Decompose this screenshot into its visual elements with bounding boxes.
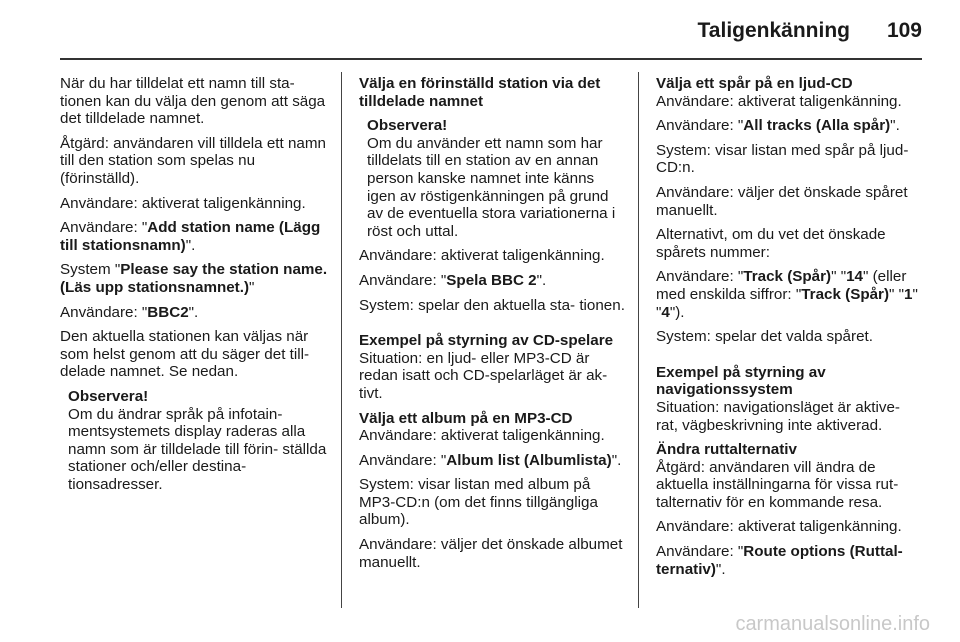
paragraph: System: visar listan med album på MP3-CD:n (om det finns tillgängliga album). bbox=[359, 476, 598, 529]
note-title: Observera! bbox=[68, 387, 149, 405]
column-3 bbox=[656, 75, 922, 585]
header-rule bbox=[60, 58, 922, 60]
paragraph: Användare: "BBC2". bbox=[60, 303, 199, 321]
column-divider bbox=[341, 72, 342, 608]
paragraph: Användare: "Add station name (Lägg till stationsnamn)". bbox=[60, 219, 321, 254]
paragraph: System: spelar det valda spåret. bbox=[656, 328, 873, 346]
paragraph: Användare: aktiverat taligenkänning. bbox=[656, 92, 902, 110]
column-divider bbox=[638, 72, 639, 608]
section-heading: Exempel på styrning av CD-spelare bbox=[359, 332, 614, 350]
paragraph: Användare: "Album list (Albumlista)". bbox=[359, 451, 622, 469]
note-text: Om du använder ett namn som har tilldelats till en station av en annan person kanske namnet inte känns igen av röstigenkänningen på grund av de eventuella stora variationerna i röst och uttal. bbox=[367, 134, 616, 240]
paragraph: Situation: navigationsläget är aktive- rat, vägbeskrivning inte aktiverad. bbox=[656, 398, 900, 434]
paragraph: Situation: en ljud- eller MP3-CD är redan isatt och CD-spelarläget är ak- tivt. bbox=[359, 349, 608, 402]
paragraph: System: spelar den aktuella sta- tionen. bbox=[359, 296, 625, 314]
page-header bbox=[0, 0, 960, 60]
paragraph: Användare: "Spela BBC 2". bbox=[359, 271, 547, 289]
paragraph: System: visar listan med spår på ljud-CD:n. bbox=[656, 141, 909, 177]
note-box bbox=[68, 388, 328, 494]
paragraph: Användare: aktiverat taligenkänning. bbox=[359, 247, 605, 265]
paragraph: Användare: "All tracks (Alla spår)". bbox=[656, 117, 900, 135]
paragraph: Alternativt, om du vet det önskade spårets nummer: bbox=[656, 226, 886, 261]
paragraph: Användare: väljer det önskade spåret manuellt. bbox=[656, 183, 908, 219]
paragraph: Användare: "Track (Spår)" "14" (eller med enskilda siffror: "Track (Spår)" "1" "4"). bbox=[656, 268, 918, 321]
paragraph: När du har tilldelat ett namn till sta- tionen kan du välja den genom att säga det tilldelade namnet. bbox=[60, 75, 326, 128]
column-1 bbox=[60, 75, 328, 500]
paragraph: Användare: "Route options (Ruttal- ternativ)". bbox=[656, 543, 903, 578]
subsection-heading: Ändra ruttalternativ bbox=[656, 441, 797, 459]
paragraph: Användare: väljer det önskade albumet manuellt. bbox=[359, 536, 623, 571]
paragraph: Användare: aktiverat taligenkänning. bbox=[60, 194, 306, 212]
note-title: Observera! bbox=[367, 117, 448, 135]
column-2 bbox=[359, 75, 625, 578]
paragraph: Användare: aktiverat taligenkänning. bbox=[656, 518, 902, 536]
paragraph: Användare: aktiverat taligenkänning. bbox=[359, 427, 605, 445]
note-text: Om du ändrar språk på infotain- mentsystemets display raderas alla namn som är tilldelade till förin- ställda stationer och/eller destina- tionsadresser. bbox=[68, 405, 327, 493]
watermark: carmanualsonline.info bbox=[735, 613, 930, 635]
subsection-heading: Välja ett album på en MP3-CD bbox=[359, 409, 573, 427]
page-title: Taligenkänning bbox=[697, 19, 850, 42]
subsection-heading: Välja ett spår på en ljud-CD bbox=[656, 75, 853, 92]
note-box bbox=[367, 117, 625, 240]
page-number: 109 bbox=[886, 19, 922, 42]
paragraph: Den aktuella stationen kan väljas när som helst genom att du säger det till- delade namnet. Se nedan. bbox=[60, 328, 310, 381]
paragraph: System "Please say the station name. (Läs upp stationsnamnet.)" bbox=[60, 261, 328, 296]
paragraph: Åtgärd: användaren vill ändra de aktuella inställningarna för vissa rut- talternativ för en kommande resa. bbox=[656, 458, 899, 511]
section-heading: Exempel på styrning av navigationssystem bbox=[656, 363, 826, 399]
section-heading: Välja en förinställd station via det tilldelade namnet bbox=[359, 75, 601, 110]
paragraph: Åtgärd: användaren vill tilldela ett namn till den station som spelas nu (förinställd). bbox=[60, 134, 326, 187]
